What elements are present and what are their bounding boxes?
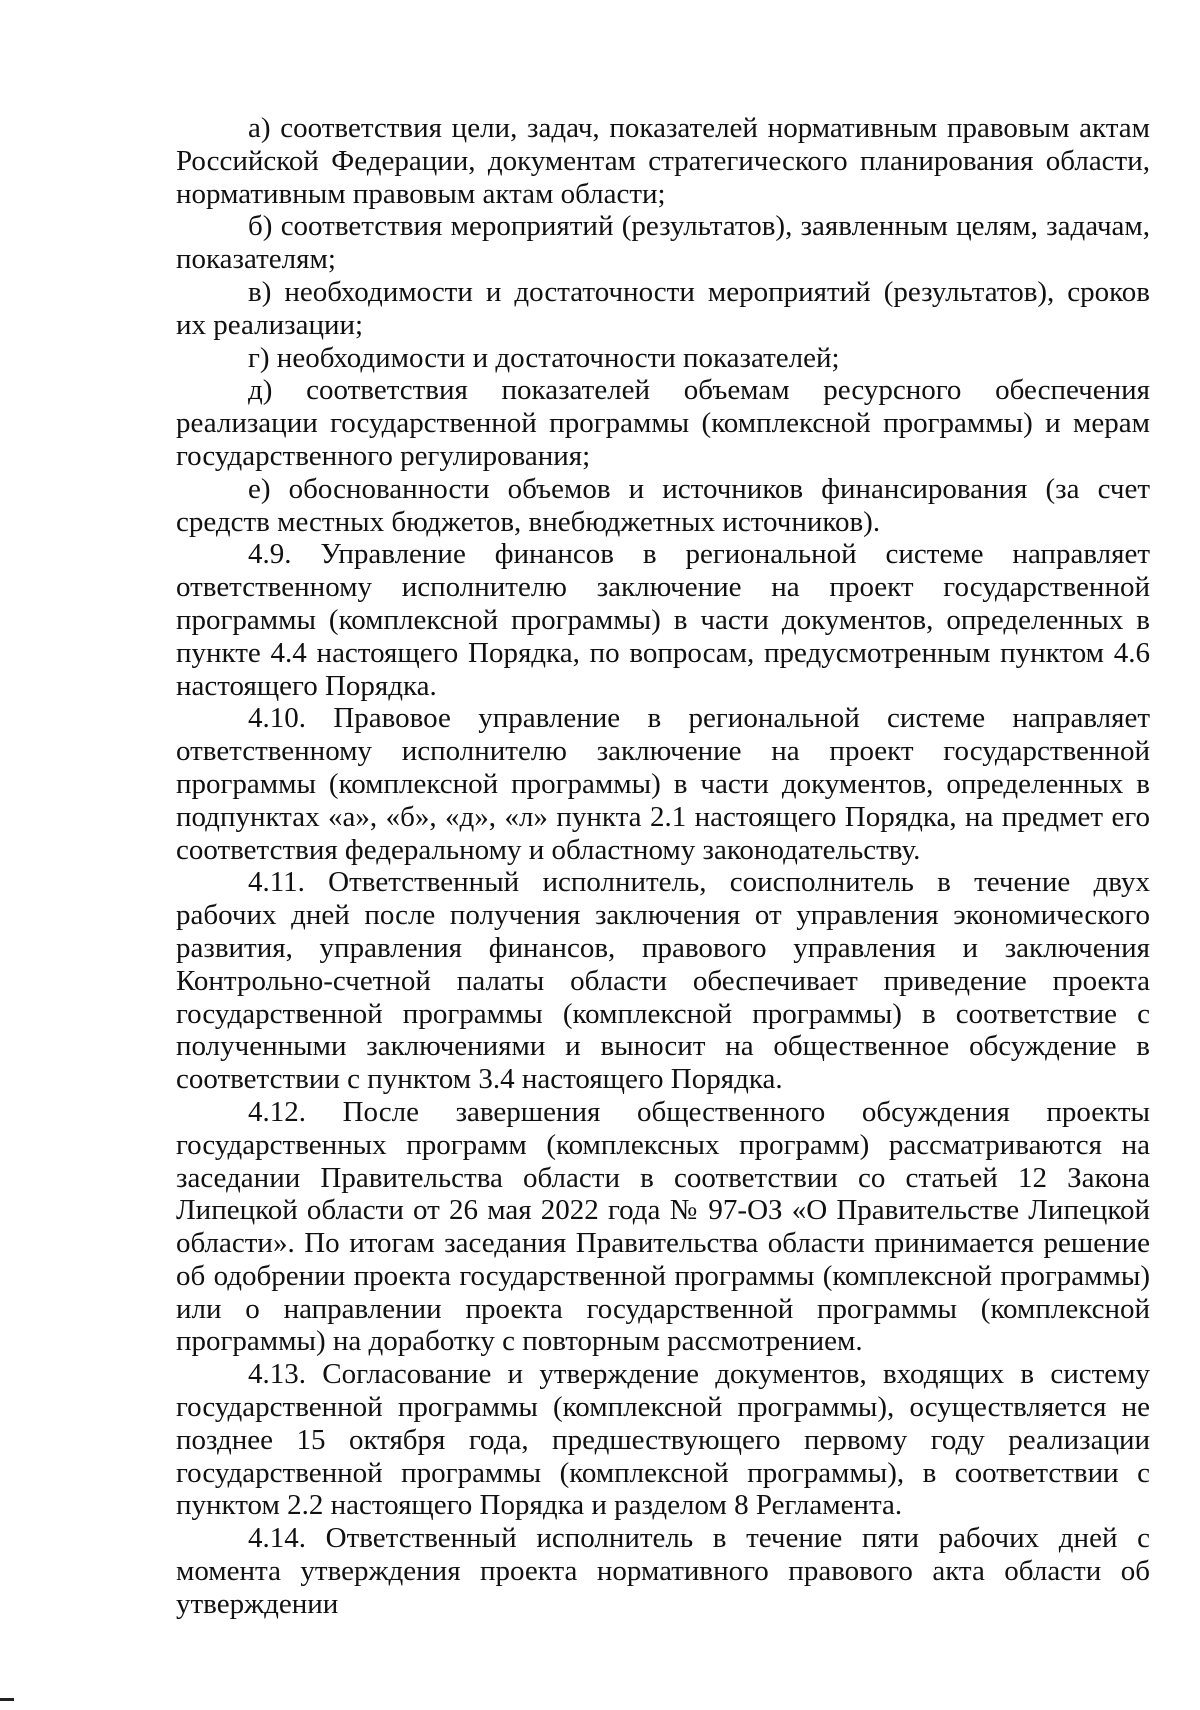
paragraph-4-9: 4.9. Управление финансов в региональной системе направляет ответственному исполнителю заключение на проект государственной программы (комплексной программы) в части документов, определенных в пункте 4.4 настоящего Порядка, по вопросам, предусмотренным пунктом 4.6 настоящего Порядка. (176, 538, 1150, 702)
paragraph-item-b: б) соответствия мероприятий (результатов), заявленным целям, задачам, показателям; (176, 210, 1150, 276)
paragraph-item-a: а) соответствия цели, задач, показателей нормативным правовым актам Российской Федерации, документам стратегического планирования области, нормативным правовым актам области; (176, 112, 1150, 210)
paragraph-4-11: 4.11. Ответственный исполнитель, соисполнитель в течение двух рабочих дней после получения заключения от управления экономического развития, управления финансов, правового управления и заключения Контрольно-счетной палаты области обеспечивает приведение проекта государственной программы (комплексной программы) в соответствие с полученными заключениями и выносит на общественное обсуждение в соответствии с пунктом 3.4 настоящего Порядка. (176, 866, 1150, 1096)
document-body (176, 112, 1150, 1621)
paragraph-4-12: 4.12. После завершения общественного обсуждения проекты государственных программ (комплексных программ) рассматриваются на заседании Правительства области в соответствии со статьей 12 Закона Липецкой области от 26 мая 2022 года № 97-ОЗ «О Правительстве Липецкой области». По итогам заседания Правительства области принимается решение об одобрении проекта государственной программы (комплексной программы) или о направлении проекта государственной программы (комплексной программы) на доработку с повторным рассмотрением. (176, 1095, 1150, 1358)
paragraph-4-14: 4.14. Ответственный исполнитель в течение пяти рабочих дней с момента утверждения проекта нормативного правового акта области об утверждении (176, 1522, 1150, 1620)
paragraph-4-10: 4.10. Правовое управление в региональной системе направляет ответственному исполнителю заключение на проект государственной программы (комплексной программы) в части документов, определенных в подпунктах «а», «б», «д», «л» пункта 2.1 настоящего Порядка, на предмет его соответствия федеральному и областному законодательству. (176, 702, 1150, 866)
paragraph-item-d: д) соответствия показателей объемам ресурсного обеспечения реализации государственной программы (комплексной программы) и мерам государственного регулирования; (176, 374, 1150, 472)
paragraph-item-g: г) необходимости и достаточности показателей; (248, 341, 840, 374)
paragraph-item-v: в) необходимости и достаточности мероприятий (результатов), сроков их реализации; (176, 275, 1150, 341)
paragraph-4-13: 4.13. Согласование и утверждение документов, входящих в систему государственной программы (комплексной программы), осуществляется не позднее 15 октября года, предшествующего первому году реализации государственной программы (комплексной программы), в соответствии с пунктом 2.2 настоящего Порядка и разделом 8 Регламента. (176, 1358, 1150, 1522)
paragraph-item-e: е) обоснованности объемов и источников финансирования (за счет средств местных бюджетов, внебюджетных источников). (176, 472, 1150, 538)
scan-edge-mark (0, 1698, 14, 1701)
